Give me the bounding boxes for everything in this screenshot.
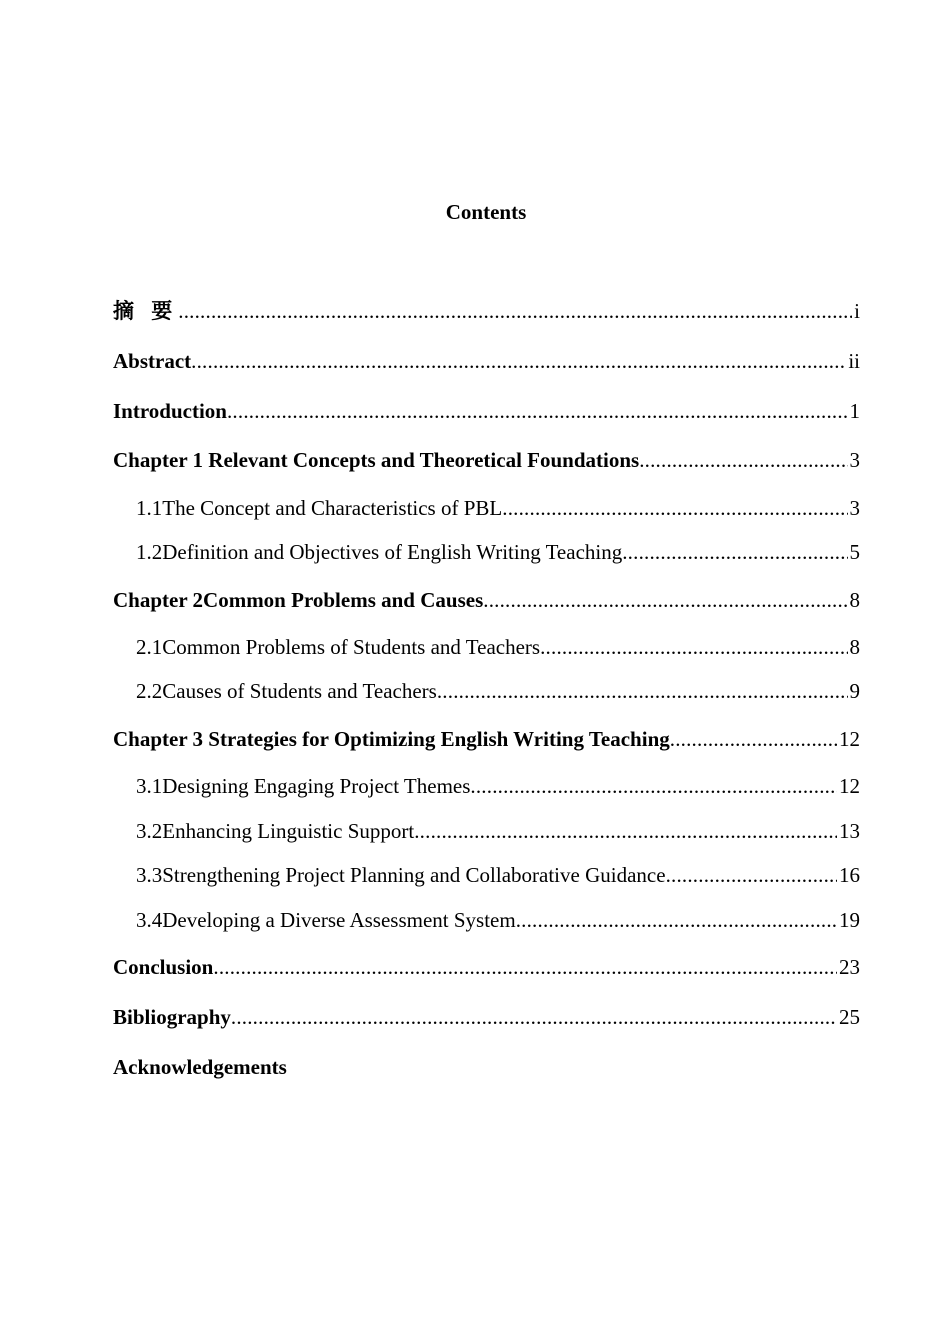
dot-leader	[622, 539, 847, 565]
dot-leader	[227, 398, 848, 424]
dot-leader	[502, 495, 847, 521]
dot-leader	[483, 587, 847, 613]
toc-entry-page: ii	[848, 349, 860, 373]
dot-leader	[231, 1004, 837, 1030]
dot-leader	[670, 726, 837, 752]
toc-entry-label: 1.1The Concept and Characteristics of PBL	[136, 496, 503, 520]
dot-leader	[516, 907, 837, 933]
toc-entry-section-3-4[interactable]	[136, 907, 860, 933]
toc-entry-label: 摘 要	[113, 299, 179, 323]
toc-entry-label: 1.2Definition and Objectives of English Writing Teaching	[136, 540, 623, 564]
toc-entry-page: 9	[849, 679, 860, 703]
toc-entry-section-2-2[interactable]	[136, 678, 860, 704]
toc-entry-chapter-2[interactable]	[113, 587, 860, 613]
toc-entry-page: 8	[849, 635, 860, 659]
toc-entry-section-3-3[interactable]	[136, 862, 860, 888]
dot-leader	[414, 818, 837, 844]
toc-entry-page: 5	[849, 540, 860, 564]
toc-entry-page: 16	[839, 863, 860, 887]
toc-entry-label: Bibliography	[113, 1005, 231, 1029]
toc-entry-page: i	[854, 299, 860, 323]
toc-entry-abstract[interactable]	[113, 348, 860, 374]
toc-entry-conclusion[interactable]	[113, 954, 860, 980]
toc-entry-section-2-1[interactable]	[136, 634, 860, 660]
toc-entry-label: Chapter 3 Strategies for Optimizing English Writing Teaching	[113, 727, 670, 751]
toc-entry-page: 19	[839, 908, 860, 932]
toc-entry-label: 2.1Common Problems of Students and Teachers	[136, 635, 541, 659]
toc-entry-introduction[interactable]	[113, 398, 860, 424]
toc-entry-page: 3	[849, 496, 860, 520]
toc-entry-label: Chapter 1 Relevant Concepts and Theoretical Foundations	[113, 448, 640, 472]
toc-entry-page: 13	[839, 819, 860, 843]
dot-leader	[437, 678, 848, 704]
toc-entry-label: Conclusion	[113, 955, 214, 979]
toc-entry-page: 1	[849, 399, 860, 423]
toc-entry-label: Abstract	[113, 349, 192, 373]
toc-entry-section-3-2[interactable]	[136, 818, 860, 844]
toc-entry-label: 2.2Causes of Students and Teachers	[136, 679, 437, 703]
toc-entry-chapter-1[interactable]	[113, 447, 860, 473]
toc-entry-section-1-2[interactable]	[136, 539, 860, 565]
dot-leader	[191, 348, 846, 374]
toc-entry-page: 12	[839, 774, 860, 798]
toc-entry-label: Chapter 2Common Problems and Causes	[113, 588, 484, 612]
toc-entry-label: Introduction	[113, 399, 227, 423]
dot-leader	[470, 773, 837, 799]
toc-entry-abstract-chinese[interactable]	[113, 298, 860, 324]
dot-leader	[666, 862, 837, 888]
dot-leader	[540, 634, 847, 660]
toc-entry-section-3-1[interactable]	[136, 773, 860, 799]
toc-entry-page: 8	[849, 588, 860, 612]
toc-entry-label: Acknowledgements	[113, 1055, 287, 1079]
toc-entry-acknowledgements[interactable]	[113, 1054, 860, 1080]
toc-entry-page: 12	[839, 727, 860, 751]
toc-entry-chapter-3[interactable]	[113, 726, 860, 752]
toc-entry-bibliography[interactable]	[113, 1004, 860, 1030]
toc-entry-page: 3	[849, 448, 860, 472]
dot-leader	[178, 298, 852, 324]
toc-entry-label: 3.3Strengthening Project Planning and Collaborative Guidance	[136, 863, 666, 887]
toc-entry-section-1-1[interactable]	[136, 495, 860, 521]
toc-entry-page: 23	[839, 955, 860, 979]
toc-entry-label: 3.1Designing Engaging Project Themes	[136, 774, 471, 798]
toc-title: Contents	[445, 200, 527, 224]
toc-entry-label: 3.2Enhancing Linguistic Support	[136, 819, 415, 843]
toc-entry-page: 25	[839, 1005, 860, 1029]
dot-leader	[639, 447, 847, 473]
dot-leader	[213, 954, 837, 980]
toc-entry-label: 3.4Developing a Diverse Assessment System	[136, 908, 516, 932]
